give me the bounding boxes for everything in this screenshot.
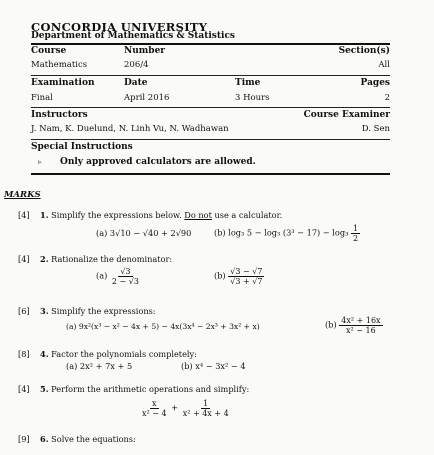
question-6 <box>40 434 136 444</box>
numerator: √3 <box>120 267 131 276</box>
numerator: √3 − √7 <box>230 267 263 276</box>
part-label: (b) <box>214 270 226 281</box>
question-5 <box>40 384 249 394</box>
question-number: 2. <box>40 254 49 264</box>
pages-value: 2 <box>384 93 390 103</box>
row-rule <box>31 75 390 76</box>
time-label: Time <box>235 78 261 88</box>
examiner-value: D. Sen <box>361 124 390 134</box>
question-marks: [4] <box>18 210 30 220</box>
denominator: √3 + √7 <box>230 277 263 286</box>
university-name: CONCORDIA UNIVERSITY <box>31 20 208 34</box>
footer-rule <box>31 173 390 175</box>
denominator: x² − 4 <box>142 409 167 418</box>
instructors-label: Instructors <box>31 110 88 120</box>
part-label: (b) <box>325 319 337 330</box>
part-label: (a) <box>96 228 108 238</box>
bullet-icon: ▹ <box>38 158 42 166</box>
fraction <box>228 267 264 286</box>
part-expression: x⁴ − 3x² − 4 <box>195 361 246 371</box>
time-value: 3 Hours <box>235 93 270 103</box>
row-rule <box>31 107 390 108</box>
course-label: Course <box>31 46 67 56</box>
question-number: 3. <box>40 306 49 316</box>
date-value: April 2016 <box>124 93 170 103</box>
fraction <box>181 399 231 418</box>
part-label: (a) <box>96 270 108 281</box>
question-text: Simplify the expressions below. <box>51 210 182 220</box>
numerator: 1 <box>203 399 209 408</box>
question-3 <box>40 306 156 316</box>
special-instructions-label: Special Instructions <box>31 142 133 152</box>
examiner-label: Course Examiner <box>303 110 390 120</box>
course-value: Mathematics <box>31 60 88 70</box>
exam-label: Examination <box>31 78 95 88</box>
question-1 <box>40 210 282 220</box>
question-marks: [6] <box>18 306 30 316</box>
section-value: All <box>378 60 390 70</box>
question-4a <box>66 361 132 371</box>
number-label: Number <box>124 46 166 56</box>
instructors-value: J. Nam, K. Duelund, N. Linh Vu, N. Wadhawan <box>31 124 229 134</box>
denominator: 2 − √3 <box>111 277 139 286</box>
question-text: Solve the equations: <box>51 434 136 444</box>
marks-heading: MARKS <box>4 190 41 200</box>
question-3b <box>325 316 383 335</box>
question-text: Simplify the expressions: <box>51 306 156 316</box>
question-text: Factor the polynomials completely: <box>51 349 197 359</box>
numerator: 4x² + 16x <box>341 316 381 325</box>
denominator: 2 <box>352 234 359 243</box>
question-2a <box>96 267 141 286</box>
question-number: 4. <box>40 349 49 359</box>
fraction <box>110 267 141 286</box>
numerator: x <box>152 399 157 408</box>
part-expression: log₃ 5 − log₃ (3³ − 17) − log₃ <box>228 227 349 238</box>
question-marks: [4] <box>18 254 30 264</box>
question-text: Perform the arithmetic operations and simplify: <box>51 384 250 394</box>
question-1b <box>214 224 360 243</box>
question-number: 6. <box>40 434 49 444</box>
part-expression: 9x²(x³ − x² − 4x + 5) − 4x(3x⁴ − 2x³ + 3x² + x) <box>78 322 260 331</box>
exam-value: Final <box>31 93 53 103</box>
part-expression: 3√10 − √40 + 2√90 <box>109 228 192 238</box>
question-emphasis: Do not <box>184 210 212 220</box>
denominator: x² − 16 <box>346 326 376 335</box>
pages-label: Pages <box>360 78 390 88</box>
part-expression: 2x² + 7x + 5 <box>79 361 133 371</box>
fraction <box>339 316 382 335</box>
question-marks: [9] <box>18 434 30 444</box>
question-2b <box>214 267 264 286</box>
question-2 <box>40 254 172 264</box>
fraction <box>140 399 169 418</box>
question-4b <box>181 361 246 371</box>
question-marks: [8] <box>18 349 30 359</box>
section-label: Section(s) <box>338 46 390 56</box>
question-number: 5. <box>40 384 49 394</box>
denominator: x² + 4x + 4 <box>182 409 229 418</box>
operator: + <box>171 402 179 413</box>
department-name: Department of Mathematics & Statistics <box>31 31 235 41</box>
question-number: 1. <box>40 210 49 220</box>
question-1a <box>96 228 191 238</box>
numerator: 1 <box>352 224 359 233</box>
question-5-expression <box>140 399 231 418</box>
fraction <box>351 224 360 243</box>
question-text-tail: use a calculator. <box>214 210 283 220</box>
row-rule <box>31 139 390 140</box>
question-3a <box>66 322 260 331</box>
part-label: (b) <box>181 361 193 371</box>
question-4 <box>40 349 197 359</box>
part-label: (a) <box>66 361 78 371</box>
question-text: Rationalize the denominator: <box>51 254 173 264</box>
part-label: (a) <box>66 322 77 331</box>
special-instructions-value: Only approved calculators are allowed. <box>60 157 256 167</box>
number-value: 206/4 <box>124 60 149 70</box>
question-marks: [4] <box>18 384 30 394</box>
part-label: (b) <box>214 227 226 238</box>
date-label: Date <box>124 78 148 88</box>
header-rule <box>31 43 390 45</box>
